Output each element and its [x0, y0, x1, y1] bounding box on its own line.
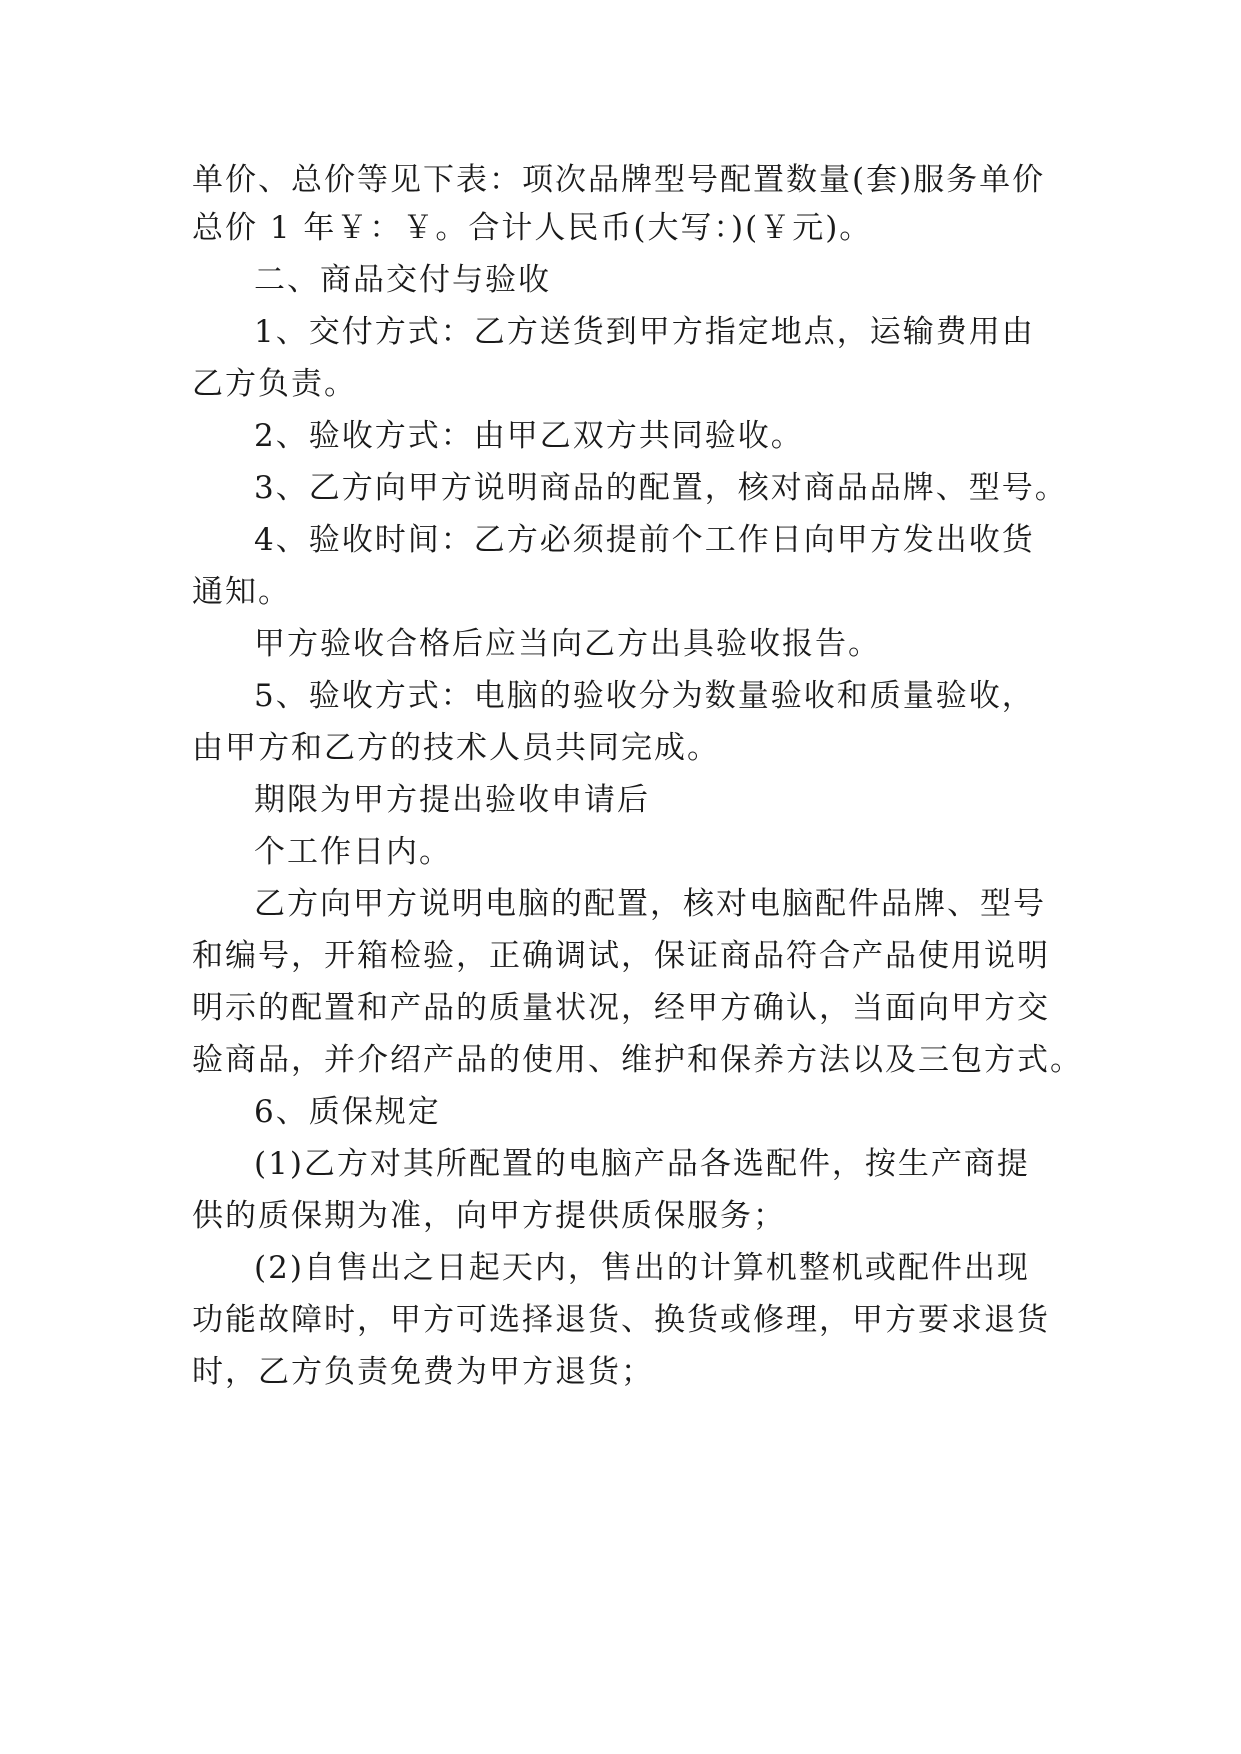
- section-heading: 二、商品交付与验收: [254, 262, 551, 298]
- text-line: 由甲方和乙方的技术人员共同完成。: [192, 730, 720, 766]
- text-line: 期限为甲方提出验收申请后: [254, 782, 650, 818]
- text-line: 验商品，并介绍产品的使用、维护和保养方法以及三包方式。: [192, 1042, 1083, 1078]
- text-line: (1)乙方对其所配置的电脑产品各选配件，按生产商提: [254, 1146, 1030, 1182]
- text-line: 甲方验收合格后应当向乙方出具验收报告。: [254, 626, 881, 662]
- text-line: 3、乙方向甲方说明商品的配置，核对商品品牌、型号。: [254, 470, 1068, 506]
- section-heading: 6、质保规定: [254, 1094, 441, 1130]
- text-line: 供的质保期为准，向甲方提供质保服务；: [192, 1198, 786, 1234]
- text-line: 5、验收方式：电脑的验收分为数量验收和质量验收，: [254, 678, 1035, 714]
- text-line: 时，乙方负责免费为甲方退货；: [192, 1354, 654, 1390]
- text-line: 个工作日内。: [254, 834, 452, 870]
- text-line: 单价、总价等见下表：项次品牌型号配置数量(套)服务单价: [192, 162, 1046, 198]
- text-line: 乙方向甲方说明电脑的配置，核对电脑配件品牌、型号: [254, 886, 1046, 922]
- text-line: 4、验收时间：乙方必须提前个工作日向甲方发出收货: [254, 522, 1035, 558]
- text-line: 通知。: [192, 574, 291, 610]
- text-line: 1、交付方式：乙方送货到甲方指定地点，运输费用由: [254, 314, 1035, 350]
- text-line: 和编号，开箱检验，正确调试，保证商品符合产品使用说明: [192, 938, 1050, 974]
- text-line: 乙方负责。: [192, 366, 357, 402]
- text-line: (2)自售出之日起天内，售出的计算机整机或配件出现: [254, 1250, 1030, 1286]
- text-line: 功能故障时，甲方可选择退货、换货或修理，甲方要求退货: [192, 1302, 1050, 1338]
- text-line: 总价 1 年￥：￥。合计人民币(大写：)(￥元)。: [192, 210, 873, 246]
- text-line: 明示的配置和产品的质量状况，经甲方确认，当面向甲方交: [192, 990, 1050, 1026]
- text-line: 2、验收方式：由甲乙双方共同验收。: [254, 418, 804, 454]
